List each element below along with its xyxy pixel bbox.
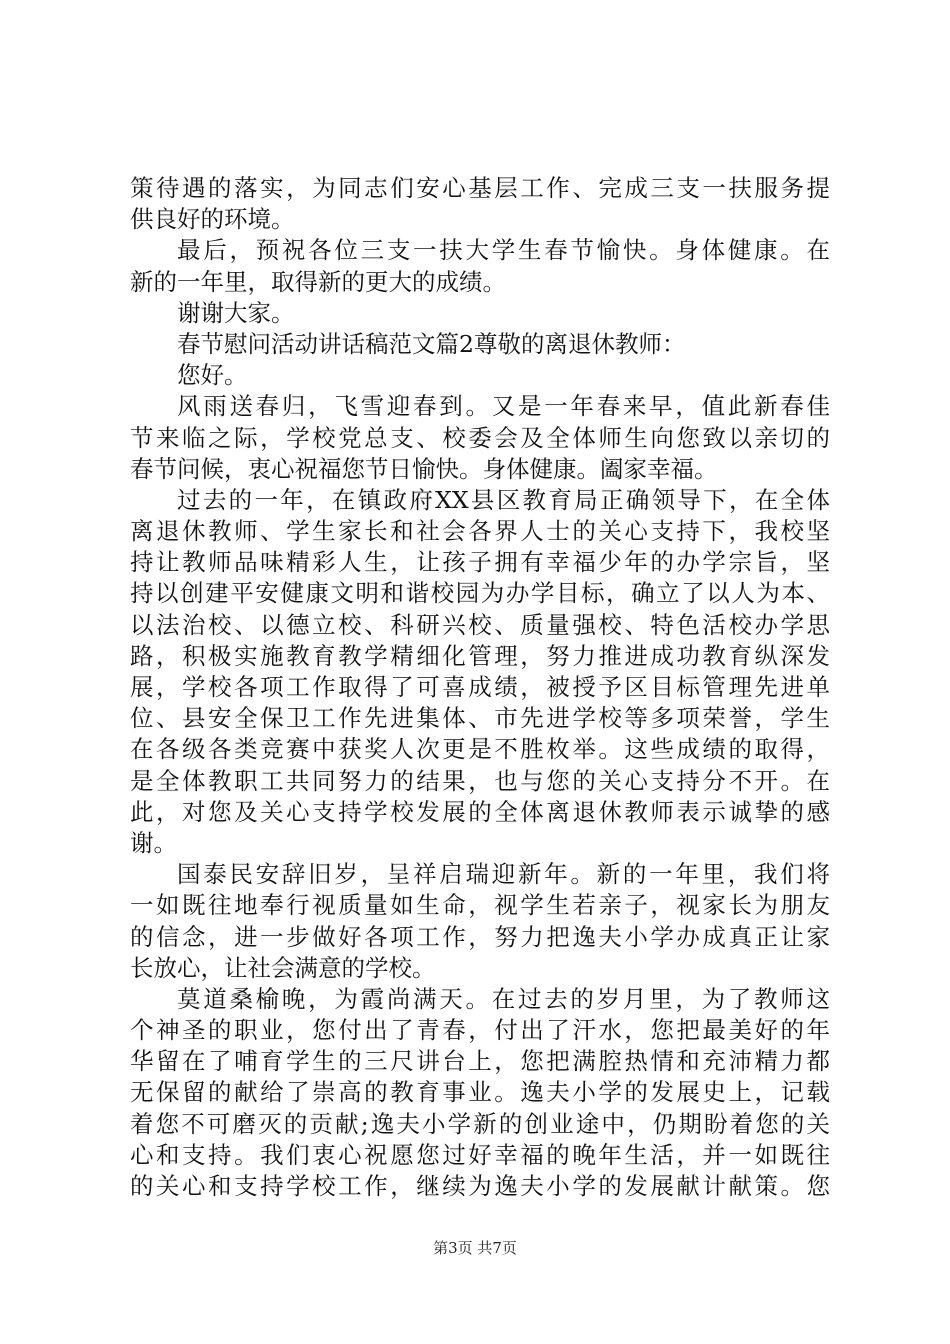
text-line: 华留在了哺育学生的三尺讲台上，您把满腔热情和充沛精力都 bbox=[130, 1047, 830, 1076]
text-line: 离退休教师、学生家长和社会各界人士的关心支持下，我校坚 bbox=[130, 517, 830, 546]
text-line: 的关心和支持学校工作，继续为逸夫小学的发展献计献策。您 bbox=[130, 1172, 830, 1200]
page-footer bbox=[0, 1238, 950, 1258]
text-line: 持以创建平安健康文明和谐校园为办学目标，确立了以人为本、 bbox=[130, 579, 830, 608]
text-line: 谢谢大家。 bbox=[177, 298, 295, 327]
body-text bbox=[130, 173, 830, 1202]
text-line: 的信念，进一步做好各项工作，努力把逸夫小学办成真正让家 bbox=[130, 922, 830, 951]
text-line: 着您不可磨灭的贡献;逸夫小学新的创业途中，仍期盼着您的关 bbox=[130, 1109, 830, 1138]
text-line: 最后，预祝各位三支一扶大学生春节愉快。身体健康。在 bbox=[177, 236, 830, 265]
text-line: 位、县安全保卫工作先进集体、市先进学校等多项荣誉，学生 bbox=[130, 704, 830, 733]
text-line: 持让教师品味精彩人生，让孩子拥有幸福少年的办学宗旨，坚 bbox=[130, 548, 830, 577]
text-line: 个神圣的职业，您付出了青春，付出了汗水，您把最美好的年 bbox=[130, 1016, 830, 1045]
text-line: 展，学校各项工作取得了可喜成绩，被授予区目标管理先进单 bbox=[130, 673, 830, 701]
text-line: 路，积极实施教育教学精细化管理，努力推进成功教育纵深发 bbox=[130, 641, 830, 670]
text-line: 过去的一年，在镇政府XX县区教育局正确领导下，在全体 bbox=[177, 485, 830, 514]
text-line: 策待遇的落实，为同志们安心基层工作、完成三支一扶服务提 bbox=[130, 174, 830, 202]
page-number-label: 第3页 共7页 bbox=[433, 1239, 517, 1257]
text-line: 国泰民安辞旧岁，呈祥启瑞迎新年。新的一年里，我们将 bbox=[177, 860, 830, 889]
text-line: 长放心，让社会满意的学校。 bbox=[130, 953, 436, 982]
text-line: 您好。 bbox=[177, 361, 248, 390]
text-line: 莫道桑榆晚，为霞尚满天。在过去的岁月里，为了教师这 bbox=[177, 984, 830, 1013]
text-line: 风雨送春归，飞雪迎春到。又是一年春来早，值此新春佳 bbox=[177, 392, 830, 421]
text-line: 供良好的环境。 bbox=[130, 205, 295, 234]
text-line: 谢。 bbox=[130, 828, 177, 857]
text-line: 春节慰问活动讲话稿范文篇2尊敬的离退休教师： bbox=[177, 329, 686, 358]
text-line: 新的一年里，取得新的更大的成绩。 bbox=[130, 267, 506, 296]
text-line: 是全体教职工共同努力的结果，也与您的关心支持分不开。在 bbox=[130, 766, 830, 795]
text-line: 无保留的献给了崇高的教育事业。逸夫小学的发展史上，记载 bbox=[130, 1078, 830, 1107]
text-line: 以法治校、以德立校、科研兴校、质量强校、特色活校办学思 bbox=[130, 610, 830, 639]
text-line: 在各级各类竞赛中获奖人次更是不胜枚举。这些成绩的取得， bbox=[130, 735, 830, 764]
text-line: 节来临之际，学校党总支、校委会及全体师生向您致以亲切的 bbox=[130, 423, 830, 452]
text-line: 此，对您及关心支持学校发展的全体离退休教师表示诚挚的感 bbox=[130, 797, 830, 826]
text-line: 心和支持。我们衷心祝愿您过好幸福的晚年生活，并一如既往 bbox=[130, 1140, 830, 1169]
text-line: 一如既往地奉行视质量如生命，视学生若亲子，视家长为朋友 bbox=[130, 891, 830, 920]
text-line: 春节问候，衷心祝福您节日愉快。身体健康。阖家幸福。 bbox=[130, 454, 718, 483]
